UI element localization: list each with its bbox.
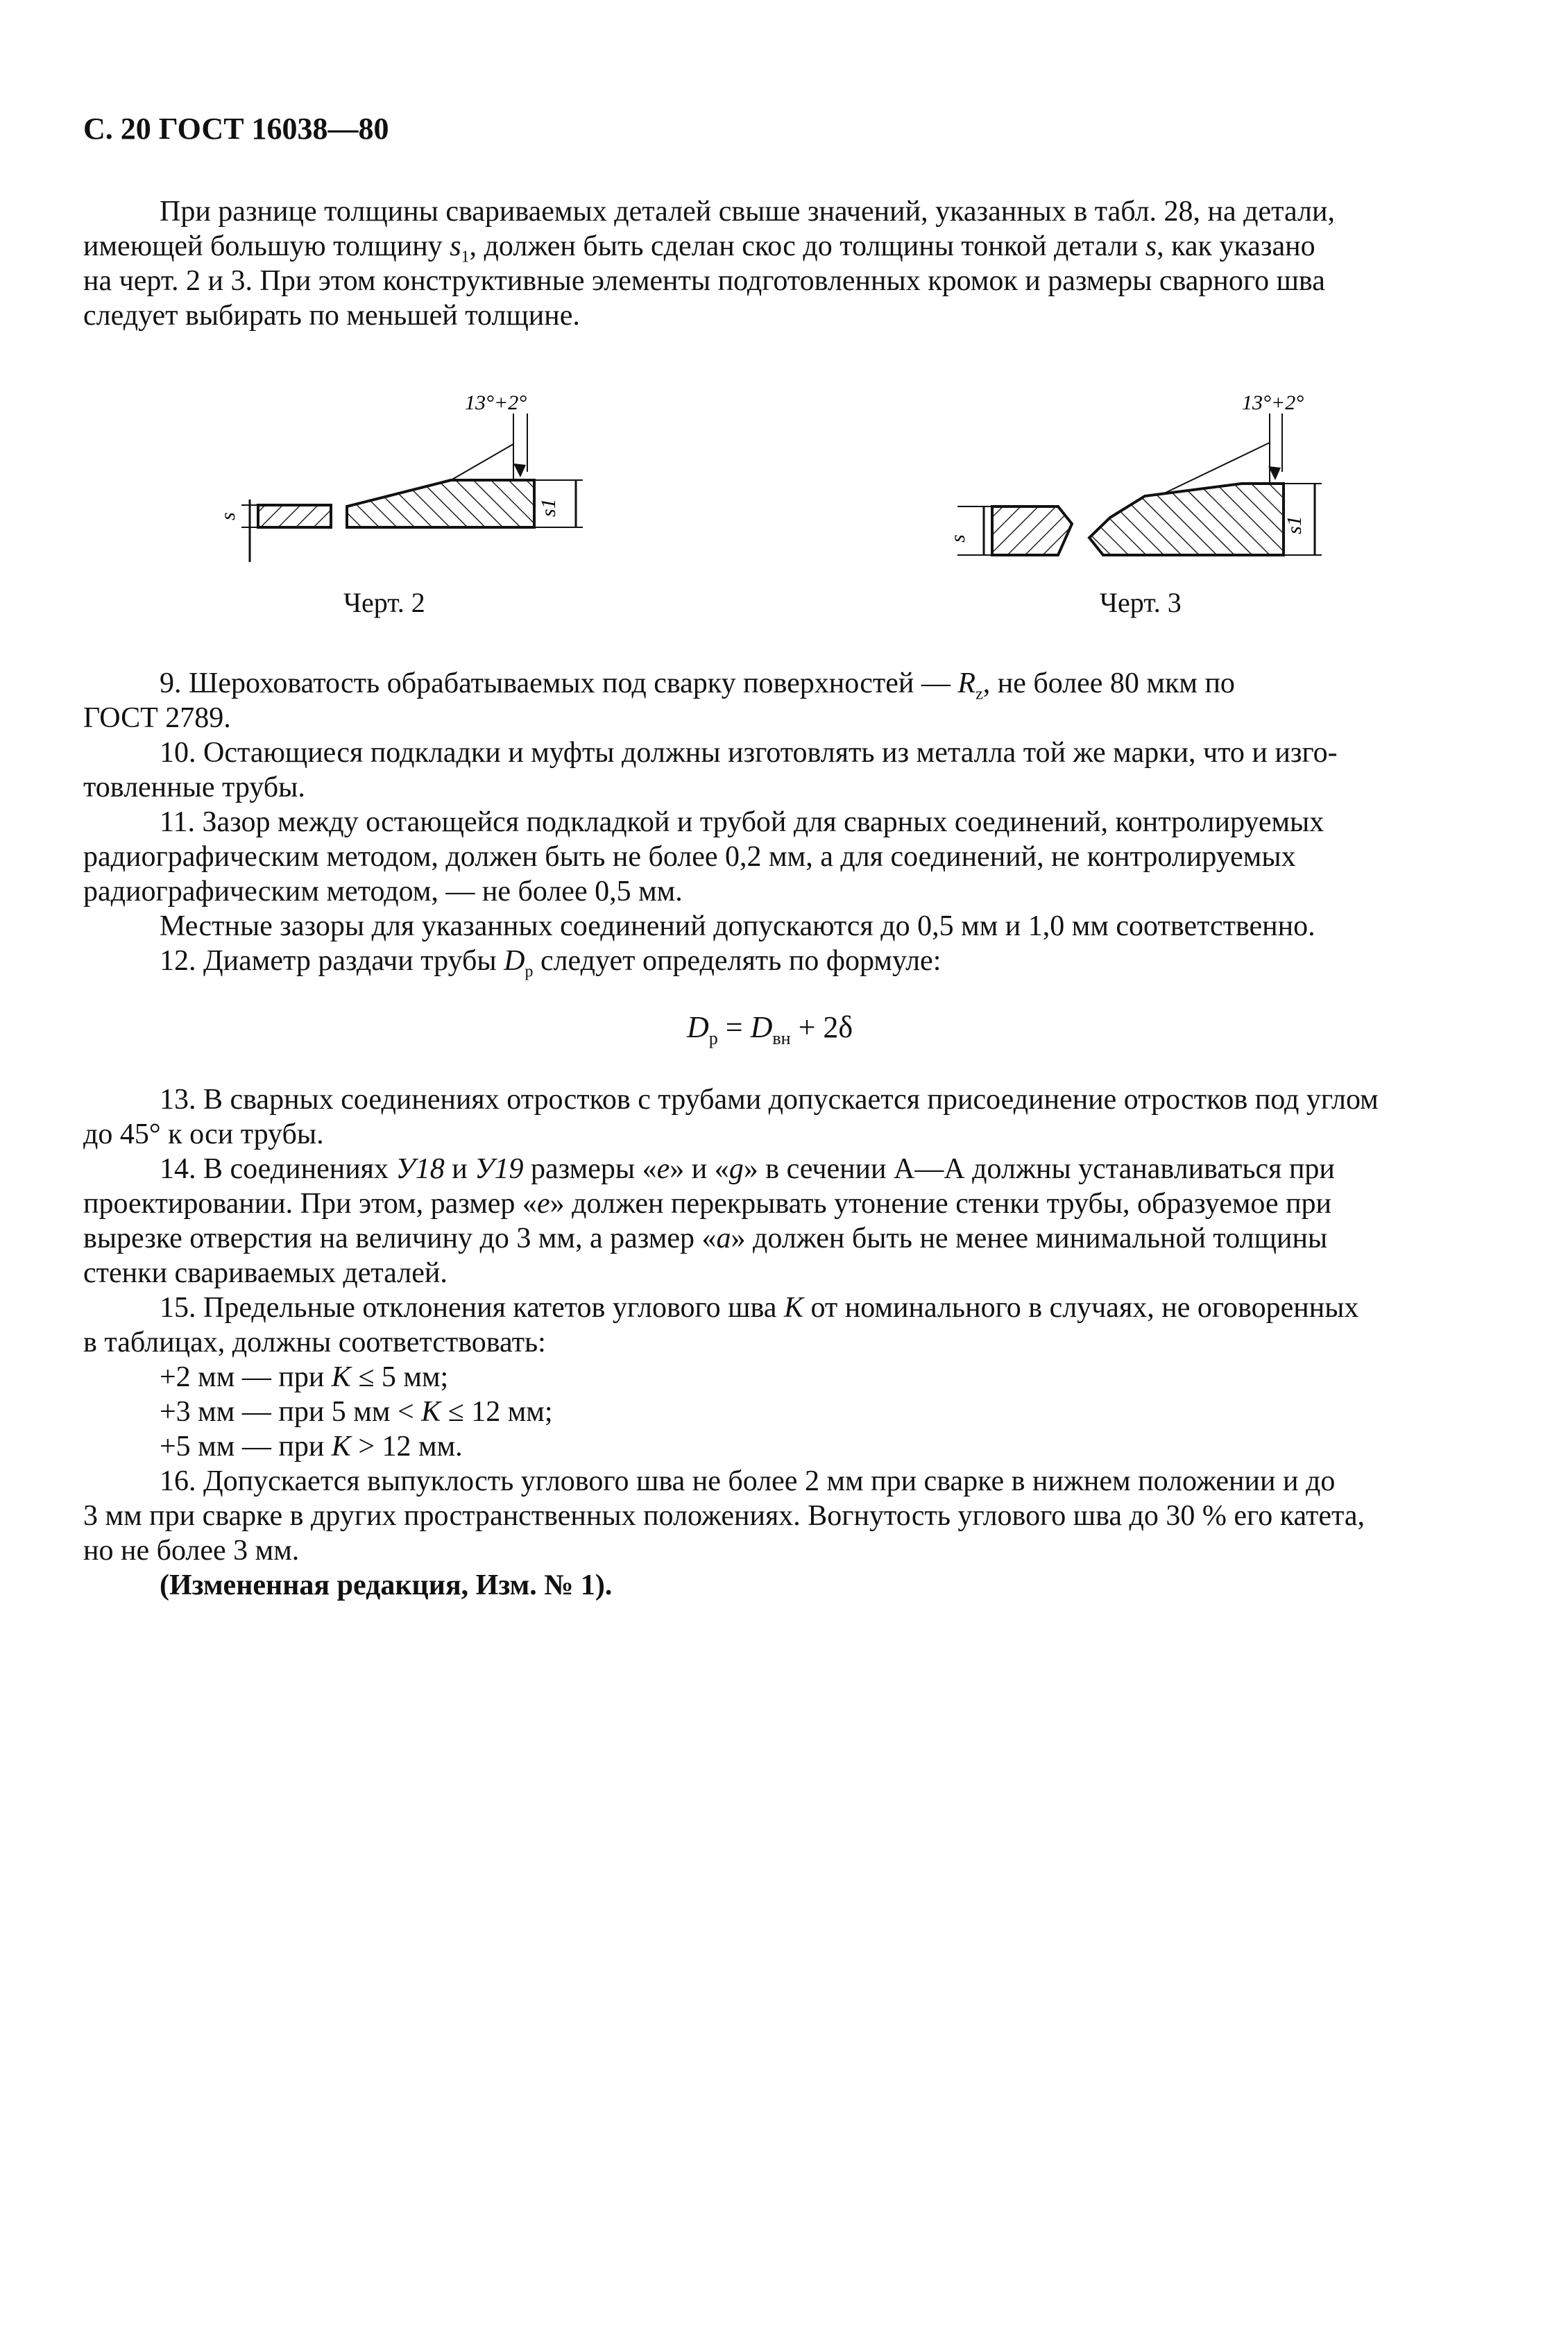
item-9-line-2: ГОСТ 2789.: [83, 702, 231, 734]
item-15-line-4: +3 мм — при 5 мм < K ≤ 12 мм;: [160, 1396, 553, 1428]
item-11-line-2: радиографическим методом, должен быть не более 0,2 мм, а для соединений, не контролируемых: [83, 841, 1296, 873]
figure-2-caption: Черт. 2: [343, 587, 425, 618]
item-11-line-4: Местные зазоры для указанных соединений допускаются до 0,5 мм и 1,0 мм соответственно.: [160, 910, 1315, 942]
intro-line-1: При разнице толщины свариваемых деталей свыше значений, указанных в табл. 28, на детали,: [160, 196, 1335, 228]
item-14-line-1: 14. В соединениях У18 и У19 размеры «е» и «g» в сечении А—А должны устанавливаться при: [160, 1153, 1335, 1185]
figure-3-caption: Черт. 3: [1100, 587, 1182, 618]
item-14-line-2: проектировании. При этом, размер «е» должен перекрывать утонение стенки трубы, образуемое при: [83, 1188, 1332, 1220]
item-16-line-3: но не более 3 мм.: [83, 1535, 300, 1567]
item-15-line-3: +2 мм — при K ≤ 5 мм;: [160, 1361, 449, 1393]
fig3-angle-label: 13°+2°: [1242, 391, 1304, 414]
item-13-line-2: до 45° к оси трубы.: [83, 1118, 324, 1150]
item-13-line-1: 13. В сварных соединениях отростков с трубами допускается присоединение отростков под углом: [160, 1084, 1379, 1116]
item-10-line-2: товленные трубы.: [83, 772, 305, 803]
edition-note: (Измененная редакция, Изм. № 1).: [160, 1569, 613, 1601]
item-15-line-5: +5 мм — при K > 12 мм.: [160, 1431, 463, 1463]
item-14-line-3: вырезке отверстия на величину до 3 мм, а размер «а» должен быть не менее минимальной толщины: [83, 1222, 1328, 1254]
item-12-line-1: 12. Диаметр раздачи трубы $D_р$ следует определять по формуле:: [160, 945, 941, 981]
item-16-line-2: 3 мм при сварке в других пространственных положениях. Вогнутость углового шва до 30 % его катета,: [83, 1500, 1365, 1532]
item-11-line-1: 11. Зазор между остающейся подкладкой и трубой для сварных соединений, контролируемых: [160, 806, 1324, 838]
item-9-line-1: 9. Шероховатость обрабатываемых под сварку поверхностей — $R_z$, не более 80 мкм по: [160, 667, 1235, 704]
item-14-line-4: стенки свариваемых деталей.: [83, 1257, 448, 1289]
fig2-dim-s1: s1: [537, 498, 560, 517]
item-16-line-1: 16. Допускается выпуклость углового шва не более 2 мм при сварке в нижнем положении и до: [160, 1465, 1336, 1497]
item-15-line-2: в таблицах, должны соответствовать:: [83, 1327, 546, 1358]
figure-3-drawing: [944, 389, 1332, 569]
item-15-line-1: 15. Предельные отклонения катетов углового шва K от номинального в случаях, не оговоренных: [160, 1292, 1359, 1324]
fig2-angle-label: 13°+2°: [465, 391, 527, 414]
intro-line-3: на черт. 2 и 3. При этом конструктивные элементы подготовленных кромок и размеры сварного шва: [83, 265, 1325, 297]
item-11-line-3: радиографическим методом, — не более 0,5 мм.: [83, 876, 683, 908]
intro-line-4: следует выбирать по меньшей толщине.: [83, 300, 580, 332]
fig3-dim-s1: s1: [1283, 516, 1306, 534]
fig3-dim-s: s: [946, 534, 969, 543]
page-header: С. 20 ГОСТ 16038—80: [83, 112, 389, 146]
intro-line-2: имеющей большую толщину $s_1$, должен быть сделан скос до толщины тонкой детали s, как указано: [83, 230, 1315, 266]
fig2-dim-s: s: [216, 512, 239, 520]
item-10-line-1: 10. Остающиеся подкладки и муфты должны изготовлять из металла той же марки, что и изго-: [160, 737, 1338, 769]
figure-2-drawing: [216, 389, 666, 569]
formula-dp: $D_р = D_{вн} + 2\delta$: [687, 1010, 853, 1048]
